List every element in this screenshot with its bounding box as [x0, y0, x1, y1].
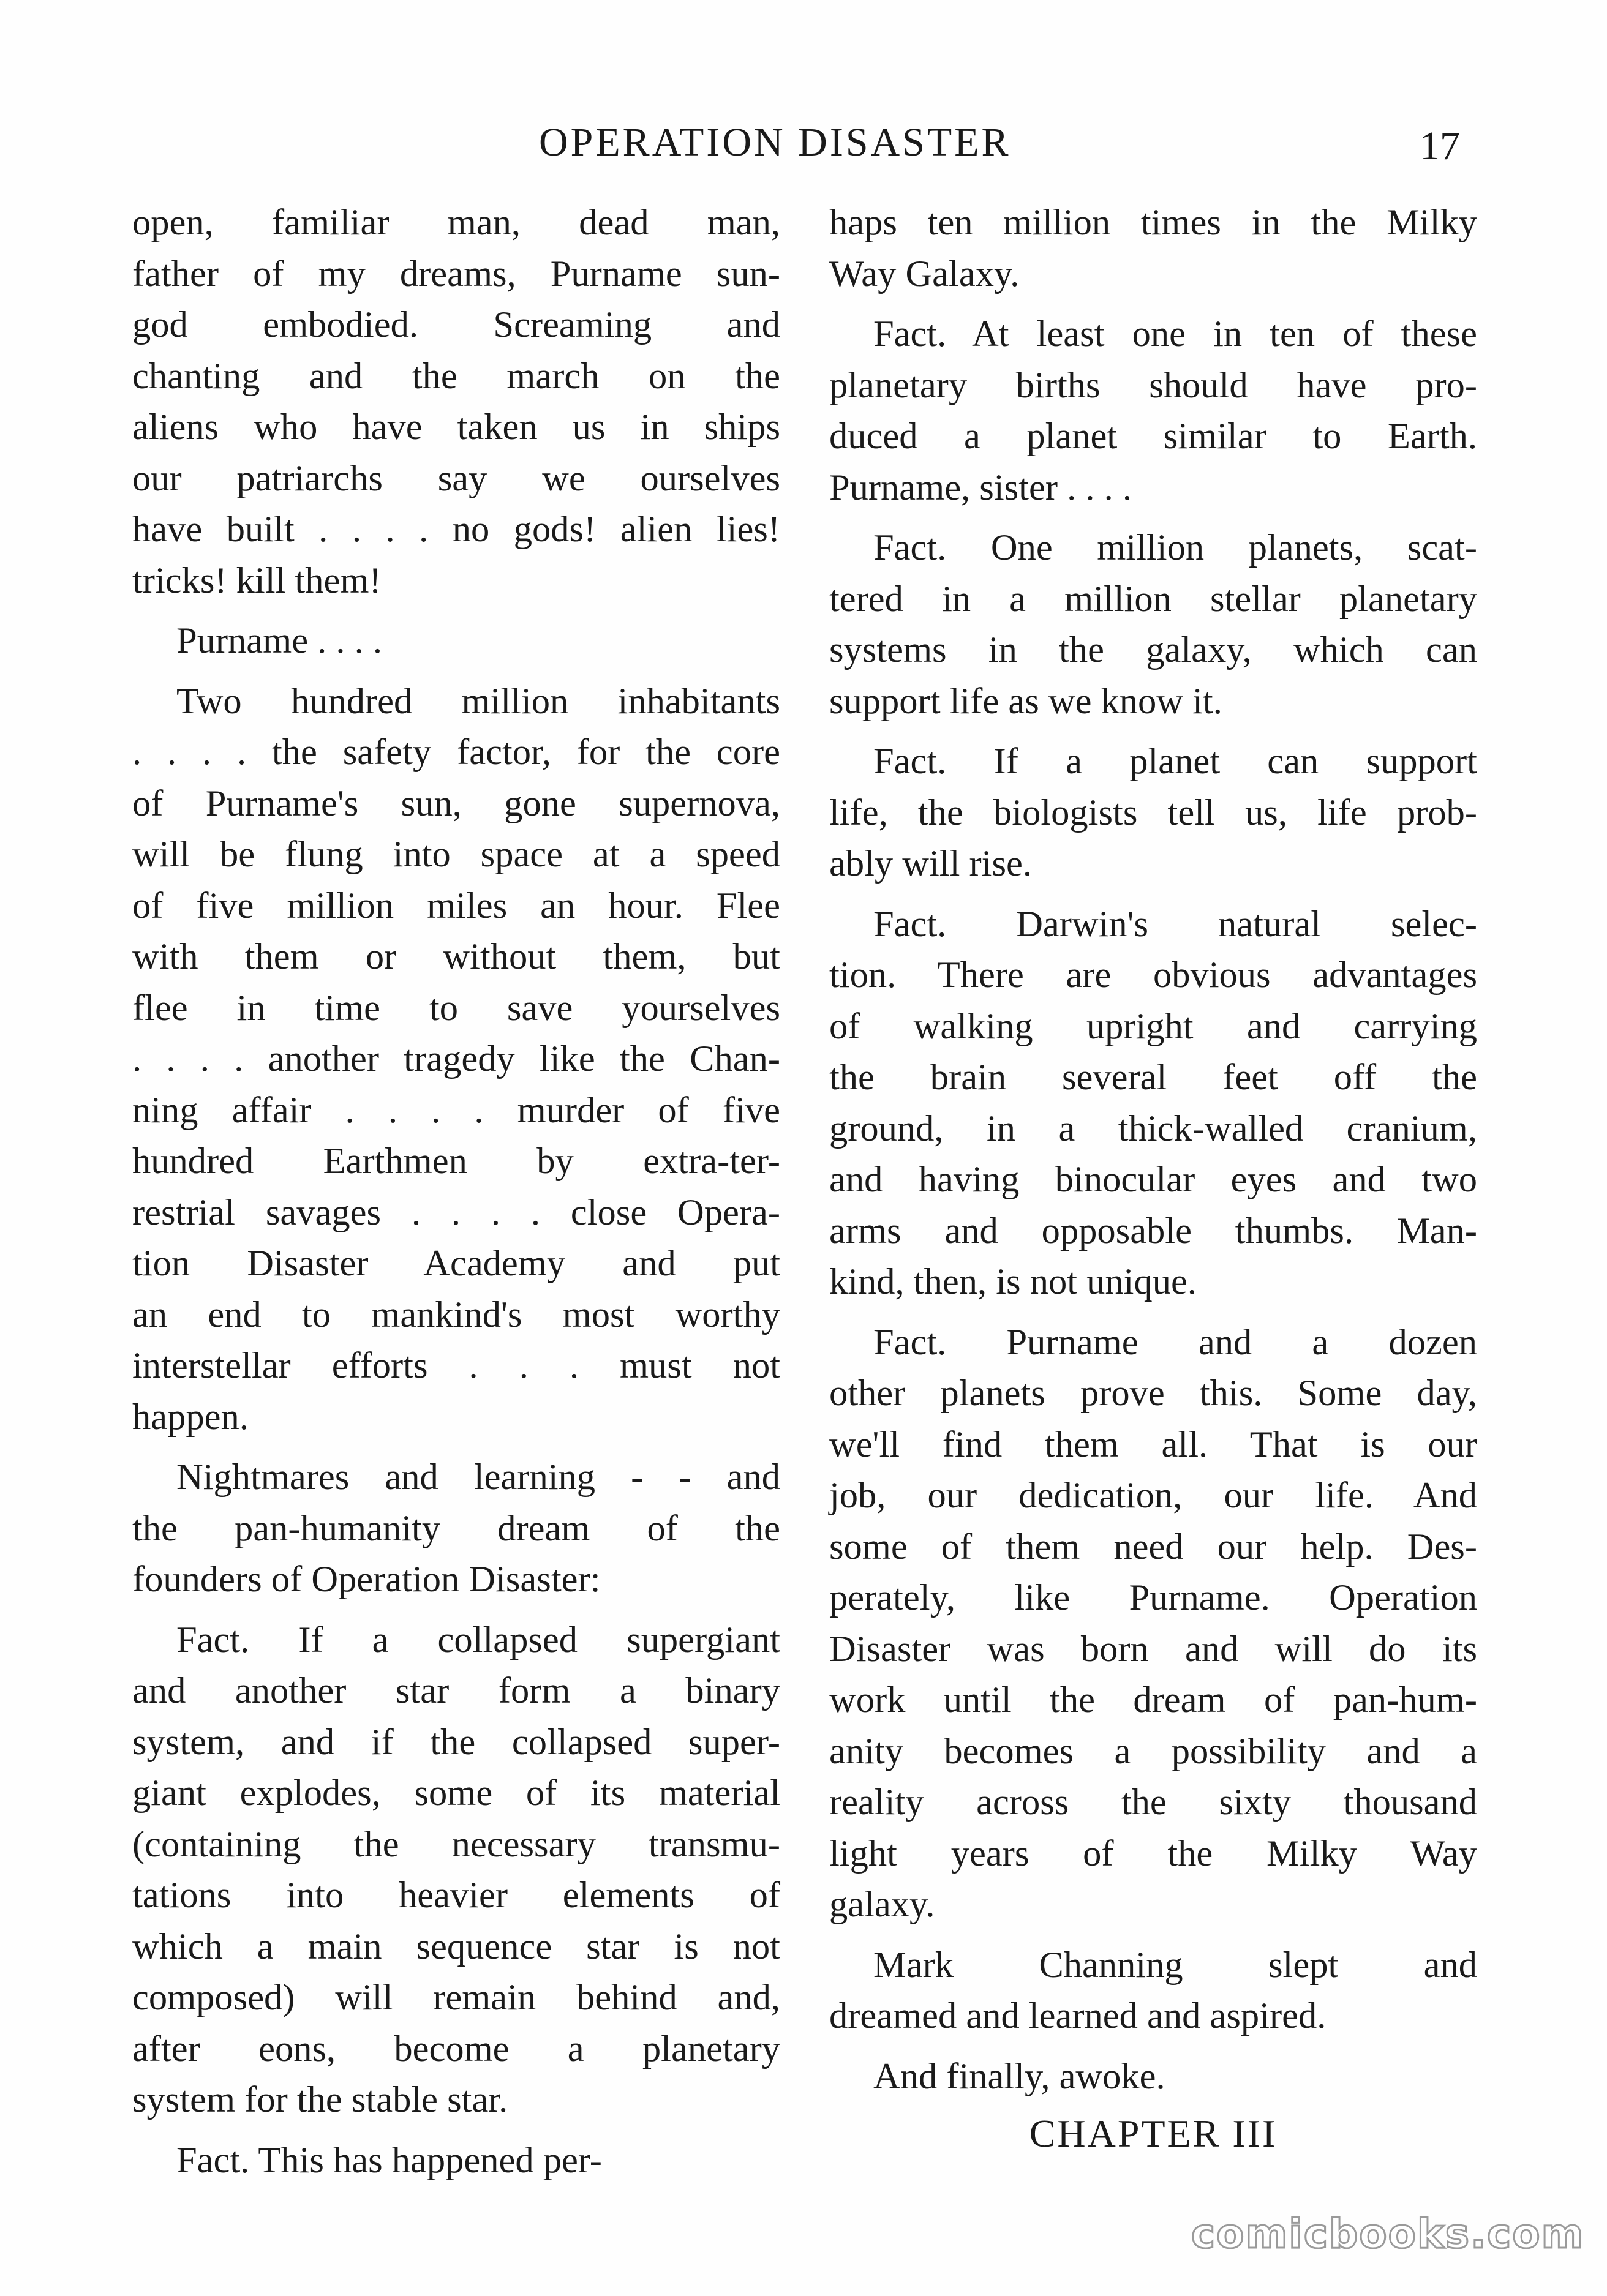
text-line: and having binocular eyes and two: [829, 1159, 1477, 1200]
text-line: aliens who have taken us in ships: [132, 407, 780, 448]
text-line: tion Disaster Academy and put: [132, 1243, 780, 1284]
paragraph: [132, 1452, 780, 1605]
text-line: our patriarchs say we ourselves: [132, 457, 780, 499]
text-line: . . . . another tragedy like the Chan-: [132, 1038, 780, 1079]
text-line: have built . . . . no gods! alien lies!: [132, 509, 780, 550]
paragraph: [132, 2135, 780, 2186]
text-line: of five million miles an hour. Flee: [132, 885, 780, 926]
text-line: life, the biologists tell us, life prob-: [829, 792, 1477, 833]
text-line: and another star form a binary: [132, 1670, 780, 1711]
running-title: OPERATION DISASTER: [539, 120, 1011, 165]
text-line: duced a planet similar to Earth.: [829, 416, 1477, 457]
text-line: tion. There are obvious advantages: [829, 955, 1477, 996]
text-line: job, our dedication, our life. And: [829, 1475, 1477, 1516]
watermark: comicbooks.com: [1191, 2210, 1585, 2257]
text-line: kind, then, is not unique.: [829, 1261, 1197, 1302]
text-line: founders of Operation Disaster:: [132, 1559, 601, 1600]
running-head: [0, 119, 1607, 174]
text-line: of Purname's sun, gone supernova,: [132, 782, 780, 824]
text-line: Fact. One million planets, scat-: [873, 527, 1477, 568]
text-line: open, familiar man, dead man,: [132, 202, 780, 243]
paragraph: [829, 1940, 1477, 2042]
paragraph: [132, 1615, 780, 2126]
text-line: Purname . . . .: [176, 620, 383, 661]
text-line: . . . . the safety factor, for the core: [132, 732, 780, 773]
text-line: of walking upright and carrying: [829, 1005, 1477, 1047]
text-line: giant explodes, some of its material: [132, 1773, 780, 1814]
text-line: restrial savages . . . . close Opera-: [132, 1191, 780, 1233]
text-line: chanting and the march on the: [132, 355, 780, 397]
paragraph: [829, 309, 1477, 513]
text-line: interstellar efforts . . . must not: [132, 1345, 780, 1386]
text-line: (containing the necessary transmu-: [132, 1823, 780, 1865]
text-line: happen.: [132, 1396, 249, 1438]
text-line: the pan-humanity dream of the: [132, 1507, 780, 1549]
right-text-column: [829, 197, 1477, 2111]
text-line: arms and opposable thumbs. Man-: [829, 1210, 1477, 1251]
text-line: composed) will remain behind and,: [132, 1977, 780, 2018]
text-line: after eons, become a planetary: [132, 2028, 780, 2069]
text-line: flee in time to save yourselves: [132, 987, 780, 1029]
text-line: will be flung into space at a speed: [132, 834, 780, 875]
paragraph: [132, 615, 780, 667]
text-line: tricks! kill them!: [132, 560, 382, 601]
text-line: tered in a million stellar planetary: [829, 578, 1477, 620]
text-line: Nightmares and learning - - and: [176, 1457, 780, 1498]
text-line: Fact. If a planet can support: [873, 741, 1477, 782]
paragraph: [829, 197, 1477, 299]
text-line: ably will rise.: [829, 843, 1033, 884]
page-number: 17: [1420, 124, 1460, 168]
text-line: support life as we know it.: [829, 680, 1222, 722]
left-text-column: [132, 197, 780, 2195]
text-line: Fact. This has happened per-: [176, 2139, 602, 2181]
text-line: system, and if the collapsed super-: [132, 1721, 780, 1763]
paragraph: [132, 197, 780, 606]
text-line: Way Galaxy.: [829, 253, 1020, 295]
text-line: perately, like Purname. Operation: [829, 1577, 1477, 1618]
paragraph: [829, 2051, 1477, 2103]
text-line: ground, in a thick-walled cranium,: [829, 1108, 1477, 1149]
text-line: galaxy.: [829, 1884, 935, 1925]
text-line: the brain several feet off the: [829, 1057, 1477, 1098]
text-line: hundred Earthmen by extra-ter-: [132, 1141, 780, 1182]
paragraph: [132, 676, 780, 1443]
text-line: And finally, awoke.: [873, 2055, 1165, 2097]
paragraph: [829, 736, 1477, 890]
text-line: work until the dream of pan-hum-: [829, 1679, 1477, 1720]
text-line: an end to mankind's most worthy: [132, 1294, 780, 1335]
text-line: Purname, sister . . . .: [829, 467, 1132, 508]
text-line: systems in the galaxy, which can: [829, 629, 1477, 670]
text-line: dreamed and learned and aspired.: [829, 1995, 1327, 2036]
text-line: system for the stable star.: [132, 2079, 508, 2120]
text-line: father of my dreams, Purname sun-: [132, 253, 780, 295]
text-line: Fact. At least one in ten of these: [873, 313, 1477, 355]
text-line: god embodied. Screaming and: [132, 304, 780, 345]
paragraph: [829, 899, 1477, 1308]
chapter-heading: CHAPTER III: [1029, 2112, 1278, 2155]
paragraph: [829, 1317, 1477, 1930]
text-line: Fact. Darwin's natural selec-: [873, 903, 1477, 945]
text-line: reality across the sixty thousand: [829, 1782, 1477, 1823]
text-line: Mark Channing slept and: [873, 1944, 1477, 1986]
text-line: with them or without them, but: [132, 936, 780, 977]
text-line: Fact. Purname and a dozen: [873, 1321, 1477, 1363]
text-line: Disaster was born and will do its: [829, 1628, 1477, 1670]
text-line: ning affair . . . . murder of five: [132, 1089, 780, 1131]
text-line: anity becomes a possibility and a: [829, 1730, 1477, 1772]
text-line: other planets prove this. Some day,: [829, 1373, 1477, 1414]
text-line: Fact. If a collapsed supergiant: [176, 1619, 780, 1660]
text-line: light years of the Milky Way: [829, 1833, 1477, 1874]
text-line: Two hundred million inhabitants: [176, 680, 780, 722]
text-line: we'll find them all. That is our: [829, 1424, 1477, 1465]
paragraph: [829, 522, 1477, 727]
text-line: which a main sequence star is not: [132, 1926, 780, 1967]
text-line: some of them need our help. Des-: [829, 1526, 1477, 1567]
text-line: tations into heavier elements of: [132, 1875, 780, 1916]
text-line: haps ten million times in the Milky: [829, 202, 1477, 243]
text-line: planetary births should have pro-: [829, 364, 1477, 406]
